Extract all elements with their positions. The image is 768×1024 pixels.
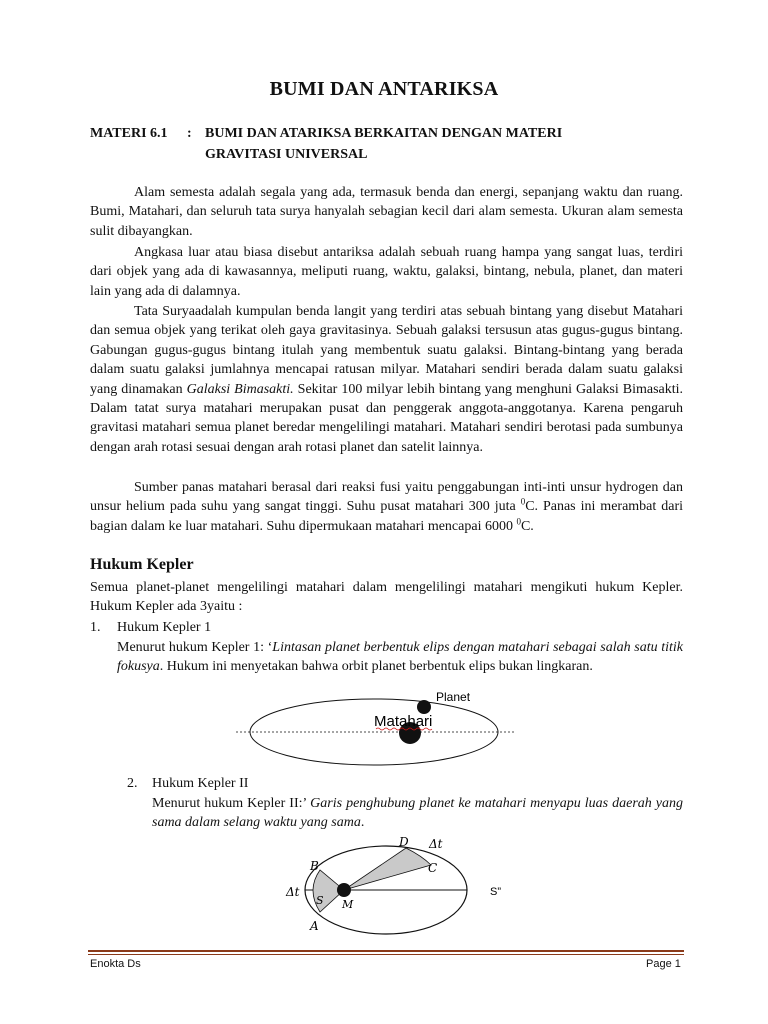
label-delta-t-left: Δt [286, 885, 300, 899]
footer-page-number: Page 1 [646, 958, 681, 970]
law1-number: 1. [90, 620, 101, 635]
paragraph-antariksa [90, 243, 683, 301]
law2-number: 2. [127, 776, 138, 791]
materi-title-line2: GRAVITASI UNIVERSAL [205, 147, 368, 162]
paragraph-text: Angkasa luar atau biasa disebut antariksa adalah sebuah ruang hampa yang sangat luas, terdiri dari objek yang ada di kawasannya, meliputi ruang, waktu, galaksi, bintang, nebula, planet, dan materi lain yang ada di dalamnya. [90, 245, 683, 299]
label-s-right: S” [490, 886, 501, 898]
label-c: C [428, 861, 438, 875]
degree-superscript: 0 [520, 496, 526, 507]
label-d: D [399, 835, 409, 849]
paragraph-alam-semesta [90, 183, 683, 241]
materi-code: MATERI 6.1 [90, 126, 168, 141]
matahari-label: Matahari [374, 713, 433, 730]
law1-text: . Hukum ini menyetakan bahwa orbit planet berbentuk elips bukan lingkaran. [159, 659, 593, 675]
law2-italic-text: Garis penghubung planet ke matahari menyapu luas daerah yang sama dalam selang waktu yang sama [152, 796, 684, 831]
planet-icon [417, 700, 431, 714]
kepler2-area-diagram [276, 832, 512, 938]
law1-italic-text: Lintasan planet berbentuk elips dengan matahari sebagai salah satu titik fokusya [117, 640, 683, 675]
paragraph-text: Alam semesta adalah segala yang ada, termasuk benda dan energi, sepanjang waktu dan ruang. Bumi, Matahari, dan seluruh tata surya hanyalah sebagian kecil dari alam semesta. Ukuran alam semesta sulit dibayangkan. [90, 185, 683, 239]
law2-description [152, 794, 683, 833]
law2-text: . [360, 815, 365, 831]
label-b: B [310, 859, 319, 873]
kepler-intro: Semua planet-planet mengelilingi matahari dalam mengelilingi matahari mengikuti hukum Kepler. Hukum Kepler ada 3yaitu : [90, 580, 683, 615]
law2-text: Menurut hukum Kepler II:’ [152, 796, 307, 811]
footer-rule-thin [88, 954, 684, 955]
law1-text: Menurut hukum Kepler 1: ‘ [117, 640, 273, 655]
page-title: BUMI DAN ANTARIKSA [269, 78, 499, 100]
paragraph-text: Tata Suryaadalah kumpulan benda langit yang terdiri atas sebuah bintang yang disebut Matahari dan semua objek yang terikat oleh gaya gravitasinya. Sebuah galaksi tersusun atas gugus-gugus bintang. Gabungan gugus-gugus bintang itulah yang membentuk suatu galaksi. Bintang-bintang yang berada dalam suatu galaksi jumlahnya mencapai ratusan milyar. Matahari sendiri berada dalam suatu galaksi yang dinamakan [90, 304, 683, 397]
law2-title: Hukum Kepler II [152, 776, 249, 791]
paragraph-sumber-panas [90, 478, 683, 536]
label-delta-t-top: Δt [429, 837, 443, 851]
label-m: M [342, 898, 354, 911]
paragraph-text: Sumber panas matahari berasal dari reaksi fusi yaitu penggabungan inti-inti unsur hydrogen dan unsur helium pada suhu yang sangat tinggi. Suhu pusat matahari 300 juta [90, 480, 683, 515]
footer-author: Enokta Ds [90, 958, 141, 970]
section-heading-hukum-kepler: Hukum Kepler [90, 556, 194, 573]
planet-label: Planet [436, 690, 471, 704]
paragraph-tata-surya [90, 302, 683, 457]
sun-icon [337, 883, 351, 897]
swept-area-top [344, 848, 431, 890]
materi-colon: : [187, 126, 192, 141]
paragraph-text: Sekitar 100 milyar lebih bintang yang menghuni Galaksi Bimasakti. Dalam tatat surya matahari merupakan pusat dan penggerak anggota-anggotanya. Karena pengaruh gravitasi matahari semua planet beredar mengelilingi matahari. Matahari sendiri berotasi pada sumbunya dengan arah rotasi sesuai dengan arah rotasi planet dan satelit lainnya. [90, 381, 684, 455]
paragraph-text: C. [520, 518, 534, 534]
degree-superscript: 0 [516, 516, 521, 527]
materi-title-line1: BUMI DAN ATARIKSA BERKAITAN DENGAN MATERI [205, 126, 563, 141]
kepler1-orbit-diagram [236, 686, 516, 768]
law1-title: Hukum Kepler 1 [117, 620, 212, 635]
label-a: A [310, 919, 319, 933]
law1-description [117, 638, 683, 677]
footer-rule [88, 950, 684, 952]
label-s: S [316, 894, 324, 907]
paragraph-text: C. Panas ini merambat dari bagian dalam ke luar matahari. Suhu dipermukaan matahari mencapai 6000 [90, 499, 683, 534]
galaksi-bimasakti-italic: Galaksi Bimasakti. [186, 381, 294, 397]
